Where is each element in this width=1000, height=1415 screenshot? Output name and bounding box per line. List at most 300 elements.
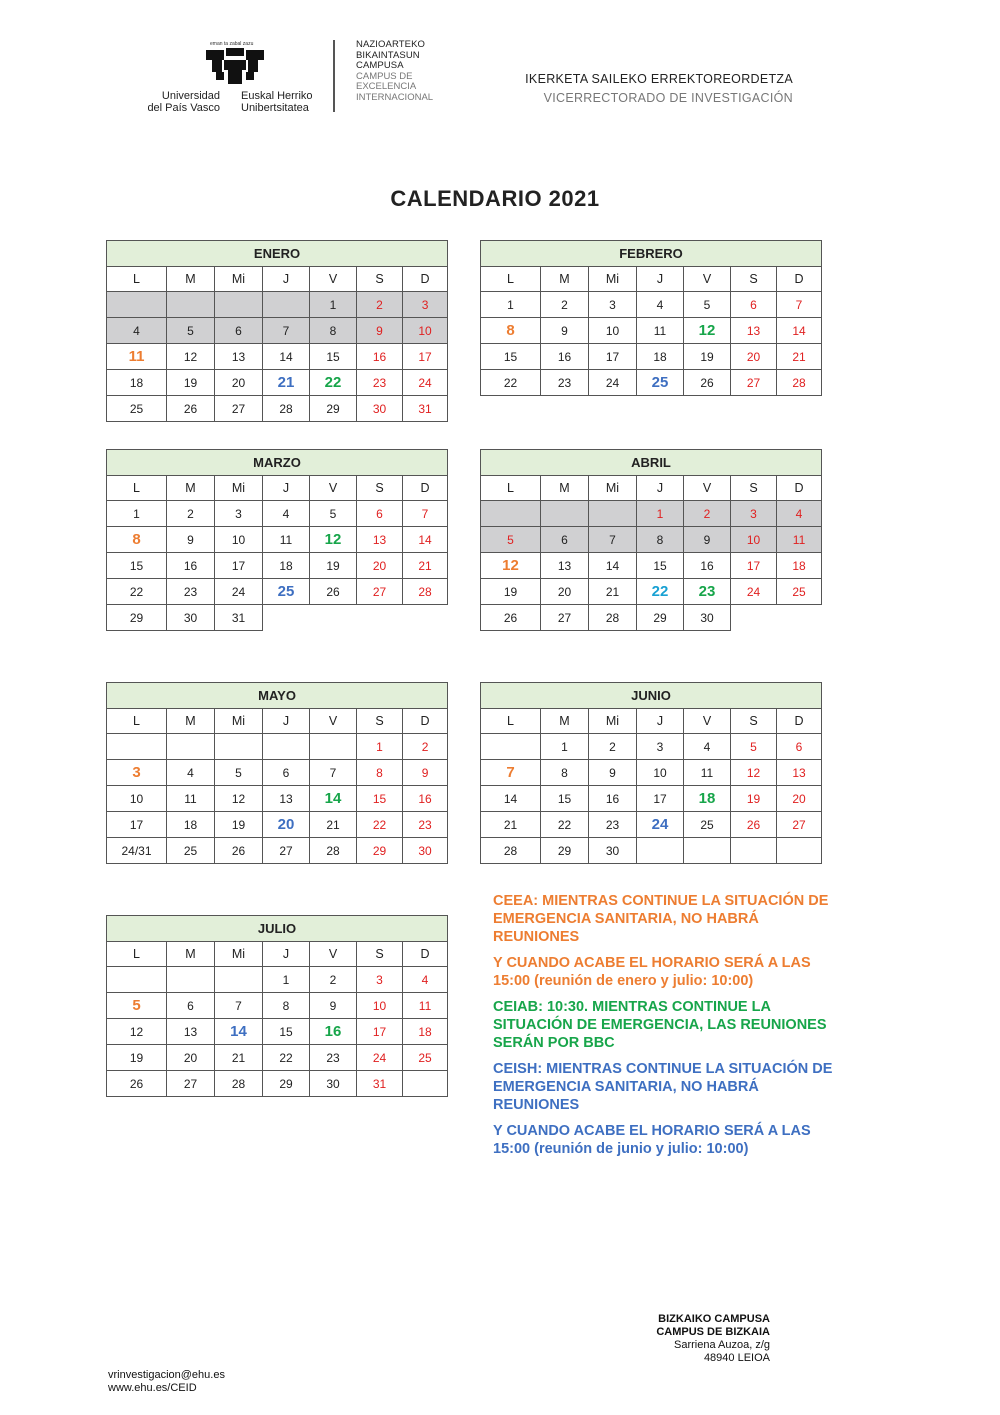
footer-campus-eu: BIZKAIKO CAMPUSA bbox=[658, 1313, 770, 1325]
weekday-label: D bbox=[777, 267, 822, 292]
day-cell: 24 bbox=[403, 370, 448, 396]
day-cell: 25 bbox=[777, 579, 822, 605]
day-cell: 16 bbox=[684, 553, 731, 579]
day-cell: 6 bbox=[777, 734, 822, 760]
day-cell: 19 bbox=[481, 579, 541, 605]
weekday-label: Mi bbox=[215, 476, 263, 501]
day-cell: 28 bbox=[403, 579, 448, 605]
month-calendar-6 bbox=[106, 915, 447, 1097]
day-cell: 30 bbox=[357, 396, 403, 422]
day-cell: 13 bbox=[541, 553, 589, 579]
weekday-label: L bbox=[481, 267, 541, 292]
day-cell: 10 bbox=[215, 527, 263, 553]
weekday-label: Mi bbox=[589, 709, 637, 734]
weekday-label: D bbox=[403, 709, 448, 734]
week-row bbox=[107, 1045, 448, 1071]
month-calendar-4 bbox=[106, 682, 447, 864]
day-cell: 6 bbox=[167, 993, 215, 1019]
day-cell: 11 bbox=[167, 786, 215, 812]
day-cell: 22 bbox=[637, 579, 684, 605]
empty-day-cell bbox=[167, 967, 215, 993]
day-cell: 7 bbox=[403, 501, 448, 527]
week-row bbox=[481, 838, 822, 864]
meeting-notes bbox=[493, 892, 833, 1166]
week-row bbox=[481, 553, 822, 579]
empty-day-cell bbox=[310, 734, 357, 760]
day-cell: 31 bbox=[403, 396, 448, 422]
week-row bbox=[481, 786, 822, 812]
day-cell: 24 bbox=[589, 370, 637, 396]
day-cell: 2 bbox=[357, 292, 403, 318]
day-cell: 16 bbox=[310, 1019, 357, 1045]
month-name: JULIO bbox=[107, 916, 448, 942]
weekday-label: V bbox=[310, 267, 357, 292]
day-cell: 23 bbox=[357, 370, 403, 396]
contact-info bbox=[108, 1369, 225, 1395]
month-name: MARZO bbox=[107, 450, 448, 476]
day-cell: 11 bbox=[637, 318, 684, 344]
month-name: FEBRERO bbox=[481, 241, 822, 267]
day-cell: 20 bbox=[357, 553, 403, 579]
empty-day-cell bbox=[107, 967, 167, 993]
footer-web[interactable]: www.ehu.es/CEID bbox=[108, 1382, 197, 1394]
day-cell: 14 bbox=[481, 786, 541, 812]
week-row bbox=[481, 812, 822, 838]
day-cell: 19 bbox=[167, 370, 215, 396]
campus-es-line1: CAMPUS DE bbox=[356, 70, 413, 82]
day-cell: 3 bbox=[637, 734, 684, 760]
day-cell: 2 bbox=[403, 734, 448, 760]
day-cell: 16 bbox=[167, 553, 215, 579]
day-cell: 27 bbox=[541, 605, 589, 631]
day-cell: 28 bbox=[777, 370, 822, 396]
day-cell: 15 bbox=[541, 786, 589, 812]
weekday-label: D bbox=[777, 476, 822, 501]
week-row bbox=[107, 396, 448, 422]
day-cell: 9 bbox=[684, 527, 731, 553]
weekday-label: S bbox=[731, 267, 777, 292]
month-name: ENERO bbox=[107, 241, 448, 267]
weekday-label: Mi bbox=[215, 709, 263, 734]
day-cell: 1 bbox=[637, 501, 684, 527]
day-cell: 26 bbox=[731, 812, 777, 838]
day-cell: 5 bbox=[215, 760, 263, 786]
empty-day-cell bbox=[215, 734, 263, 760]
day-cell: 11 bbox=[403, 993, 448, 1019]
day-cell: 25 bbox=[107, 396, 167, 422]
day-cell: 1 bbox=[263, 967, 310, 993]
day-cell: 28 bbox=[263, 396, 310, 422]
week-row bbox=[107, 786, 448, 812]
day-cell: 25 bbox=[637, 370, 684, 396]
month-calendar-5 bbox=[480, 682, 821, 864]
week-row bbox=[481, 370, 822, 396]
day-cell: 5 bbox=[167, 318, 215, 344]
day-cell: 21 bbox=[777, 344, 822, 370]
logo-divider bbox=[333, 40, 335, 112]
day-cell: 15 bbox=[263, 1019, 310, 1045]
day-cell: 25 bbox=[403, 1045, 448, 1071]
campus-eu-line2: BIKAINTASUN bbox=[356, 49, 420, 61]
day-cell: 24 bbox=[357, 1045, 403, 1071]
day-cell: 10 bbox=[357, 993, 403, 1019]
month-calendar-1 bbox=[480, 240, 821, 396]
day-cell: 17 bbox=[589, 344, 637, 370]
vicerrectorado-es: VICERRECTORADO DE INVESTIGACIÓN bbox=[543, 91, 793, 105]
empty-day-cell bbox=[357, 605, 403, 631]
day-cell: 25 bbox=[167, 838, 215, 864]
campus-eu-line1: NAZIOARTEKO bbox=[356, 39, 426, 50]
week-row bbox=[107, 605, 448, 631]
day-cell: 16 bbox=[541, 344, 589, 370]
day-cell: 23 bbox=[310, 1045, 357, 1071]
week-row bbox=[107, 501, 448, 527]
footer-city: 48940 LEIOA bbox=[703, 1352, 770, 1364]
day-cell: 31 bbox=[215, 605, 263, 631]
day-cell: 3 bbox=[215, 501, 263, 527]
day-cell: 26 bbox=[481, 605, 541, 631]
weekday-label: S bbox=[357, 709, 403, 734]
day-cell: 16 bbox=[357, 344, 403, 370]
day-cell: 17 bbox=[637, 786, 684, 812]
day-cell: 18 bbox=[263, 553, 310, 579]
day-cell: 26 bbox=[215, 838, 263, 864]
day-cell: 31 bbox=[357, 1071, 403, 1097]
university-name-eu bbox=[241, 90, 313, 114]
weekday-label: S bbox=[357, 267, 403, 292]
week-row bbox=[107, 344, 448, 370]
day-cell: 30 bbox=[589, 838, 637, 864]
day-cell: 9 bbox=[310, 993, 357, 1019]
day-cell: 4 bbox=[107, 318, 167, 344]
empty-day-cell bbox=[263, 734, 310, 760]
week-row bbox=[481, 318, 822, 344]
empty-day-cell bbox=[637, 838, 684, 864]
day-cell: 8 bbox=[263, 993, 310, 1019]
day-cell: 15 bbox=[637, 553, 684, 579]
day-cell: 22 bbox=[481, 370, 541, 396]
day-cell: 21 bbox=[263, 370, 310, 396]
day-cell: 19 bbox=[107, 1045, 167, 1071]
week-row bbox=[481, 292, 822, 318]
weekday-label: V bbox=[310, 476, 357, 501]
week-row bbox=[107, 1071, 448, 1097]
day-cell: 15 bbox=[107, 553, 167, 579]
logo-motto: eman ta zabal zazu bbox=[210, 41, 254, 47]
week-row bbox=[107, 993, 448, 1019]
month-calendar-3 bbox=[480, 449, 821, 631]
day-cell: 20 bbox=[167, 1045, 215, 1071]
weekday-label: J bbox=[263, 476, 310, 501]
day-cell: 14 bbox=[403, 527, 448, 553]
day-cell: 3 bbox=[107, 760, 167, 786]
week-row bbox=[481, 344, 822, 370]
day-cell: 1 bbox=[310, 292, 357, 318]
day-cell: 7 bbox=[263, 318, 310, 344]
day-cell: 20 bbox=[215, 370, 263, 396]
day-cell: 6 bbox=[357, 501, 403, 527]
day-cell: 27 bbox=[777, 812, 822, 838]
day-cell: 24 bbox=[637, 812, 684, 838]
day-cell: 6 bbox=[541, 527, 589, 553]
week-row bbox=[107, 838, 448, 864]
week-row bbox=[107, 760, 448, 786]
day-cell: 11 bbox=[684, 760, 731, 786]
weekday-label: M bbox=[167, 476, 215, 501]
day-cell: 28 bbox=[481, 838, 541, 864]
day-cell: 18 bbox=[777, 553, 822, 579]
day-cell: 24 bbox=[731, 579, 777, 605]
day-cell: 22 bbox=[107, 579, 167, 605]
day-cell: 5 bbox=[481, 527, 541, 553]
day-cell: 13 bbox=[263, 786, 310, 812]
footer-email[interactable]: vrinvestigacion@ehu.es bbox=[108, 1369, 225, 1381]
empty-day-cell bbox=[263, 605, 310, 631]
day-cell: 14 bbox=[777, 318, 822, 344]
university-name-es-line1: Universidad bbox=[161, 90, 220, 102]
week-row bbox=[107, 734, 448, 760]
day-cell: 29 bbox=[310, 396, 357, 422]
day-cell: 3 bbox=[731, 501, 777, 527]
university-name-es-line2: del País Vasco bbox=[147, 102, 220, 114]
day-cell: 10 bbox=[731, 527, 777, 553]
empty-day-cell bbox=[731, 605, 777, 631]
day-cell: 24 bbox=[215, 579, 263, 605]
day-cell: 19 bbox=[731, 786, 777, 812]
empty-day-cell bbox=[777, 605, 822, 631]
day-cell: 5 bbox=[684, 292, 731, 318]
day-cell: 10 bbox=[107, 786, 167, 812]
week-row bbox=[107, 812, 448, 838]
day-cell: 12 bbox=[481, 553, 541, 579]
empty-day-cell bbox=[403, 605, 448, 631]
week-row bbox=[481, 605, 822, 631]
day-cell: 5 bbox=[107, 993, 167, 1019]
day-cell: 8 bbox=[310, 318, 357, 344]
note-ceea-1: CEEA: MIENTRAS CONTINUE LA SITUACIÓN DE EMERGENCIA SANITARIA, NO HABRÁ REUNIONES bbox=[493, 893, 829, 945]
day-cell: 23 bbox=[403, 812, 448, 838]
weekday-label: V bbox=[684, 267, 731, 292]
day-cell: 27 bbox=[263, 838, 310, 864]
month-name: MAYO bbox=[107, 683, 448, 709]
day-cell: 27 bbox=[167, 1071, 215, 1097]
weekday-label: L bbox=[107, 267, 167, 292]
day-cell: 13 bbox=[777, 760, 822, 786]
week-row bbox=[481, 579, 822, 605]
day-cell: 3 bbox=[403, 292, 448, 318]
week-row bbox=[107, 967, 448, 993]
day-cell: 3 bbox=[589, 292, 637, 318]
week-row bbox=[107, 370, 448, 396]
empty-day-cell bbox=[167, 734, 215, 760]
weekday-label: Mi bbox=[215, 267, 263, 292]
week-row bbox=[481, 501, 822, 527]
day-cell: 20 bbox=[777, 786, 822, 812]
weekday-label: M bbox=[167, 267, 215, 292]
day-cell: 21 bbox=[215, 1045, 263, 1071]
weekday-label: V bbox=[684, 476, 731, 501]
day-cell: 19 bbox=[215, 812, 263, 838]
day-cell: 9 bbox=[357, 318, 403, 344]
day-cell: 23 bbox=[589, 812, 637, 838]
day-cell: 1 bbox=[107, 501, 167, 527]
day-cell: 24/31 bbox=[107, 838, 167, 864]
day-cell: 8 bbox=[541, 760, 589, 786]
day-cell: 6 bbox=[215, 318, 263, 344]
empty-day-cell bbox=[777, 838, 822, 864]
campus-eu-line3: CAMPUSA bbox=[356, 60, 404, 71]
day-cell: 8 bbox=[357, 760, 403, 786]
empty-day-cell bbox=[107, 734, 167, 760]
day-cell: 21 bbox=[403, 553, 448, 579]
weekday-label: M bbox=[167, 709, 215, 734]
day-cell: 6 bbox=[731, 292, 777, 318]
footer-street: Sarriena Auzoa, z/g bbox=[673, 1339, 770, 1351]
day-cell: 2 bbox=[684, 501, 731, 527]
day-cell: 11 bbox=[263, 527, 310, 553]
weekday-label: D bbox=[777, 709, 822, 734]
day-cell: 15 bbox=[481, 344, 541, 370]
weekday-label: S bbox=[731, 476, 777, 501]
week-row bbox=[481, 527, 822, 553]
day-cell: 2 bbox=[167, 501, 215, 527]
day-cell: 12 bbox=[731, 760, 777, 786]
day-cell: 18 bbox=[403, 1019, 448, 1045]
day-cell: 18 bbox=[107, 370, 167, 396]
day-cell: 21 bbox=[589, 579, 637, 605]
day-cell: 14 bbox=[310, 786, 357, 812]
weekday-label: S bbox=[357, 942, 403, 967]
day-cell: 27 bbox=[357, 579, 403, 605]
weekday-label: V bbox=[310, 709, 357, 734]
day-cell: 3 bbox=[357, 967, 403, 993]
day-cell: 22 bbox=[541, 812, 589, 838]
weekday-label: S bbox=[357, 476, 403, 501]
day-cell: 7 bbox=[589, 527, 637, 553]
day-cell: 28 bbox=[215, 1071, 263, 1097]
month-calendar-0 bbox=[106, 240, 447, 422]
day-cell: 12 bbox=[310, 527, 357, 553]
day-cell: 14 bbox=[589, 553, 637, 579]
weekday-label: D bbox=[403, 267, 448, 292]
weekday-label: J bbox=[263, 709, 310, 734]
day-cell: 2 bbox=[310, 967, 357, 993]
weekday-label: J bbox=[263, 942, 310, 967]
empty-day-cell bbox=[403, 1071, 448, 1097]
campus-excellence-label bbox=[356, 40, 433, 103]
week-row bbox=[107, 527, 448, 553]
week-row bbox=[481, 760, 822, 786]
day-cell: 29 bbox=[541, 838, 589, 864]
day-cell: 15 bbox=[357, 786, 403, 812]
day-cell: 2 bbox=[541, 292, 589, 318]
day-cell: 26 bbox=[684, 370, 731, 396]
vicerrectorado-eu: IKERKETA SAILEKO ERREKTOREORDETZA bbox=[525, 72, 793, 86]
day-cell: 4 bbox=[684, 734, 731, 760]
empty-day-cell bbox=[684, 838, 731, 864]
weekday-label: Mi bbox=[589, 476, 637, 501]
day-cell: 13 bbox=[167, 1019, 215, 1045]
day-cell: 13 bbox=[357, 527, 403, 553]
day-cell: 8 bbox=[637, 527, 684, 553]
day-cell: 10 bbox=[403, 318, 448, 344]
university-emblem-icon bbox=[206, 48, 264, 86]
weekday-label: Mi bbox=[589, 267, 637, 292]
note-ceish-1: CEISH: MIENTRAS CONTINUE LA SITUACIÓN DE EMERGENCIA SANITARIA, NO HABRÁ REUNIONES bbox=[493, 1061, 833, 1113]
day-cell: 30 bbox=[167, 605, 215, 631]
week-row bbox=[107, 292, 448, 318]
empty-day-cell bbox=[167, 292, 215, 318]
day-cell: 30 bbox=[684, 605, 731, 631]
note-ceiab: CEIAB: 10:30. MIENTRAS CONTINUE LA SITUACIÓN DE EMERGENCIA, LAS REUNIONES SERÁN POR BBC bbox=[493, 999, 827, 1051]
day-cell: 28 bbox=[589, 605, 637, 631]
weekday-label: D bbox=[403, 942, 448, 967]
weekday-label: L bbox=[107, 942, 167, 967]
university-name-eu-line2: Unibertsitatea bbox=[241, 102, 309, 114]
day-cell: 4 bbox=[403, 967, 448, 993]
weekday-label: J bbox=[637, 476, 684, 501]
day-cell: 5 bbox=[310, 501, 357, 527]
weekday-label: J bbox=[637, 267, 684, 292]
week-row bbox=[481, 734, 822, 760]
day-cell: 29 bbox=[357, 838, 403, 864]
day-cell: 6 bbox=[263, 760, 310, 786]
day-cell: 17 bbox=[215, 553, 263, 579]
day-cell: 7 bbox=[481, 760, 541, 786]
day-cell: 1 bbox=[481, 292, 541, 318]
day-cell: 4 bbox=[263, 501, 310, 527]
day-cell: 16 bbox=[403, 786, 448, 812]
weekday-label: V bbox=[684, 709, 731, 734]
university-name-eu-line1: Euskal Herriko bbox=[241, 90, 313, 102]
day-cell: 30 bbox=[403, 838, 448, 864]
day-cell: 12 bbox=[215, 786, 263, 812]
day-cell: 26 bbox=[310, 579, 357, 605]
day-cell: 23 bbox=[541, 370, 589, 396]
day-cell: 20 bbox=[263, 812, 310, 838]
day-cell: 9 bbox=[403, 760, 448, 786]
day-cell: 14 bbox=[215, 1019, 263, 1045]
day-cell: 9 bbox=[589, 760, 637, 786]
day-cell: 20 bbox=[731, 344, 777, 370]
weekday-label: L bbox=[481, 709, 541, 734]
day-cell: 9 bbox=[541, 318, 589, 344]
week-row bbox=[107, 579, 448, 605]
day-cell: 23 bbox=[684, 579, 731, 605]
day-cell: 4 bbox=[637, 292, 684, 318]
day-cell: 17 bbox=[357, 1019, 403, 1045]
weekday-label: V bbox=[310, 942, 357, 967]
day-cell: 1 bbox=[357, 734, 403, 760]
day-cell: 18 bbox=[684, 786, 731, 812]
week-row bbox=[107, 1019, 448, 1045]
day-cell: 8 bbox=[107, 527, 167, 553]
day-cell: 5 bbox=[731, 734, 777, 760]
day-cell: 21 bbox=[481, 812, 541, 838]
weekday-label: J bbox=[637, 709, 684, 734]
campus-address bbox=[656, 1313, 770, 1365]
day-cell: 18 bbox=[167, 812, 215, 838]
day-cell: 7 bbox=[215, 993, 263, 1019]
weekday-label: S bbox=[731, 709, 777, 734]
empty-day-cell bbox=[481, 501, 541, 527]
day-cell: 11 bbox=[777, 527, 822, 553]
day-cell: 22 bbox=[310, 370, 357, 396]
weekday-label: M bbox=[541, 476, 589, 501]
day-cell: 13 bbox=[731, 318, 777, 344]
day-cell: 29 bbox=[263, 1071, 310, 1097]
day-cell: 30 bbox=[310, 1071, 357, 1097]
